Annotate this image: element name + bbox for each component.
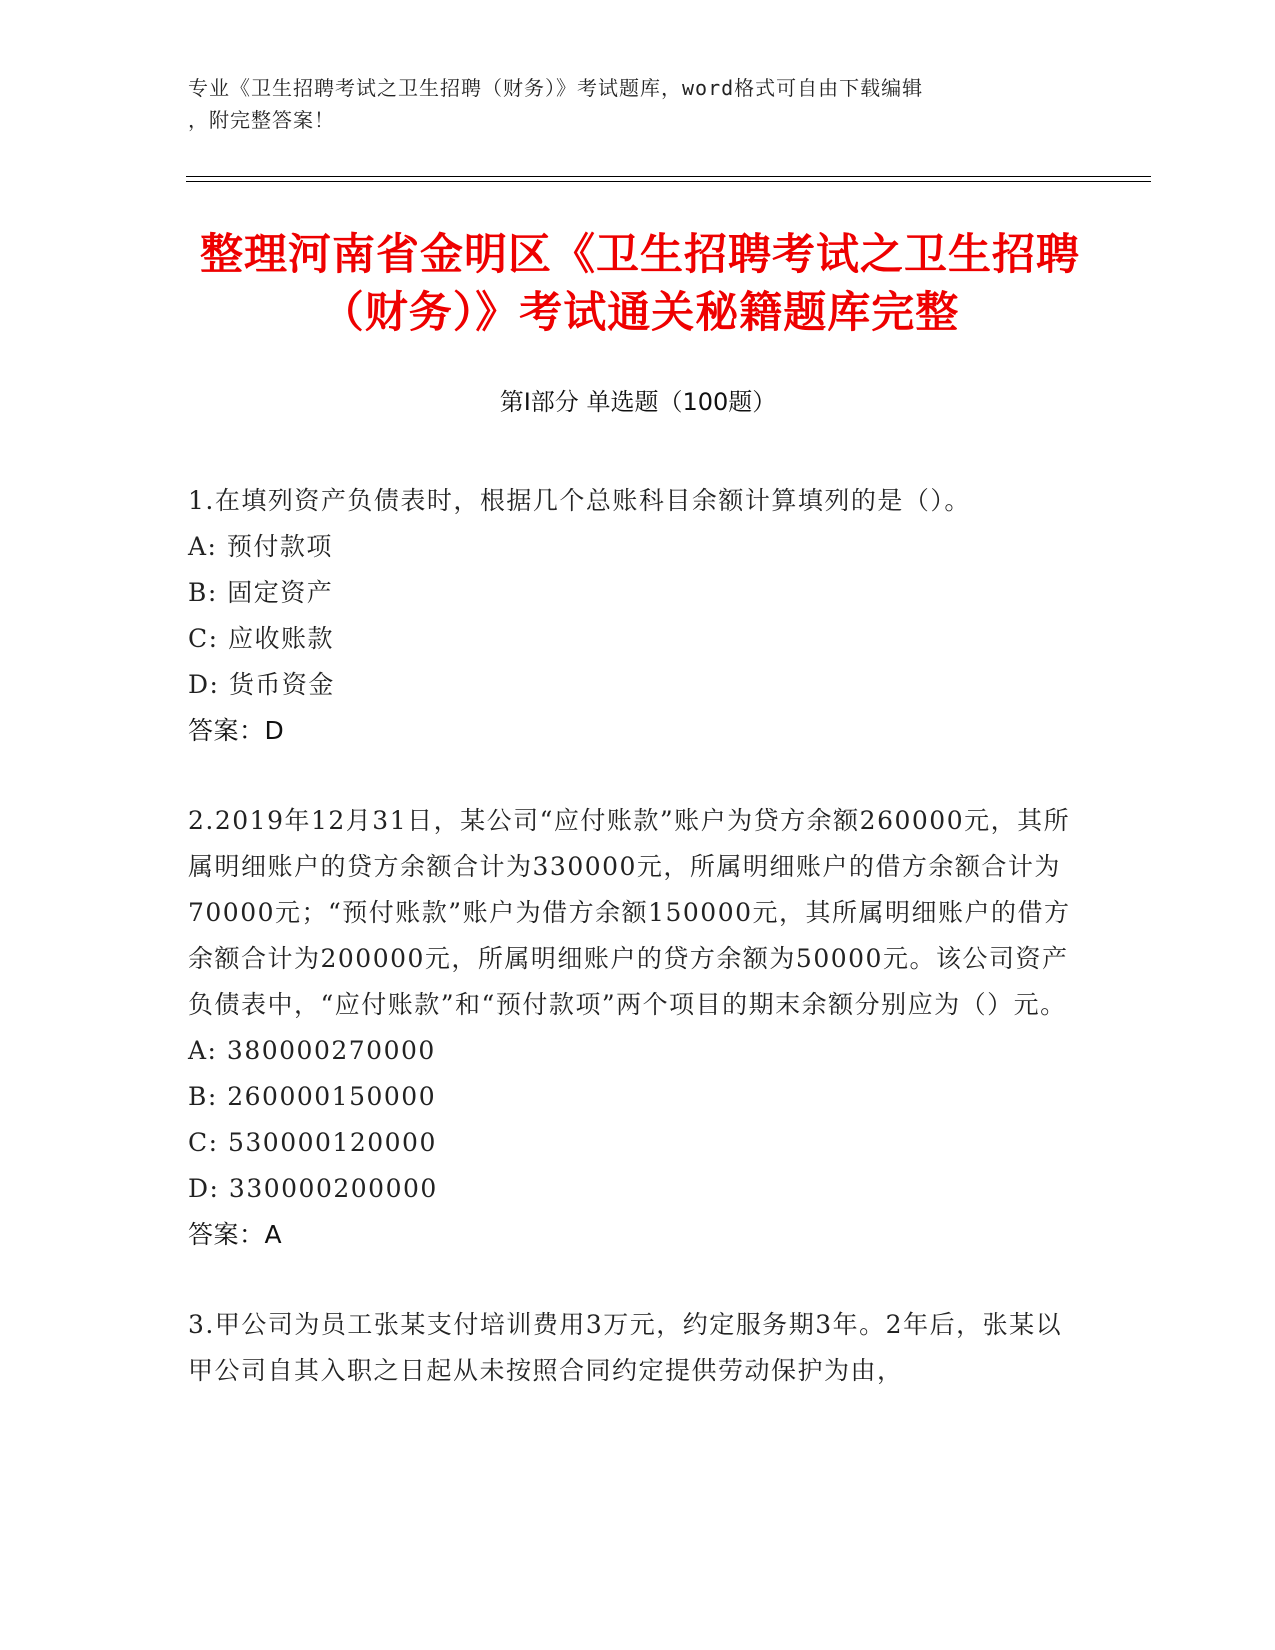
option-b: B: 260000150000	[188, 1082, 437, 1111]
option-d: D: 330000200000	[188, 1174, 438, 1203]
question-stem: 2.2019年12月31日，某公司“应付账款”账户为贷方余额260000元，其所属明细账户的贷方余额合计为330000元，所属明细账户的借方余额合计为70000元；“预付账款”账户为借方余额150000元，其所属明细账户的借方余额合计为200000元，所属明细账户的贷方余额为50000元。该公司资产负债表中，“应付账款”和“预付款项”两个项目的期末余额分别应为（）元。	[188, 806, 1071, 1019]
answer-line: 答案：A	[188, 1220, 283, 1249]
option-a: A: 380000270000	[188, 1036, 436, 1065]
question-2	[188, 798, 1088, 1258]
document-title: 整理河南省金明区《卫生招聘考试之卫生招聘（财务）》考试通关秘籍题库完整	[200, 230, 1080, 338]
option-c: C: 应收账款	[188, 624, 334, 653]
header-divider-bottom	[186, 181, 1151, 182]
answer-line: 答案：D	[188, 716, 285, 745]
header-note: 专业《卫生招聘考试之卫生招聘（财务）》考试题库，word格式可自由下载编辑 ，附完整答案！	[188, 76, 924, 132]
question-3	[188, 1302, 1088, 1394]
question-stem: 3.甲公司为员工张某支付培训费用3万元，约定服务期3年。2年后，张某以甲公司自其入职之日起从未按照合同约定提供劳动保护为由，	[188, 1310, 1063, 1385]
option-d: D: 货币资金	[188, 670, 335, 699]
option-a: A: 预付款项	[188, 532, 333, 561]
question-stem: 1.在填列资产负债表时，根据几个总账科目余额计算填列的是（）。	[188, 486, 971, 515]
question-1	[188, 478, 1088, 754]
header-divider-top	[186, 176, 1151, 177]
section-heading: 第Ⅰ部分 单选题（100题）	[499, 388, 777, 416]
question-list	[188, 478, 1088, 1438]
option-c: C: 530000120000	[188, 1128, 437, 1157]
option-b: B: 固定资产	[188, 578, 334, 607]
